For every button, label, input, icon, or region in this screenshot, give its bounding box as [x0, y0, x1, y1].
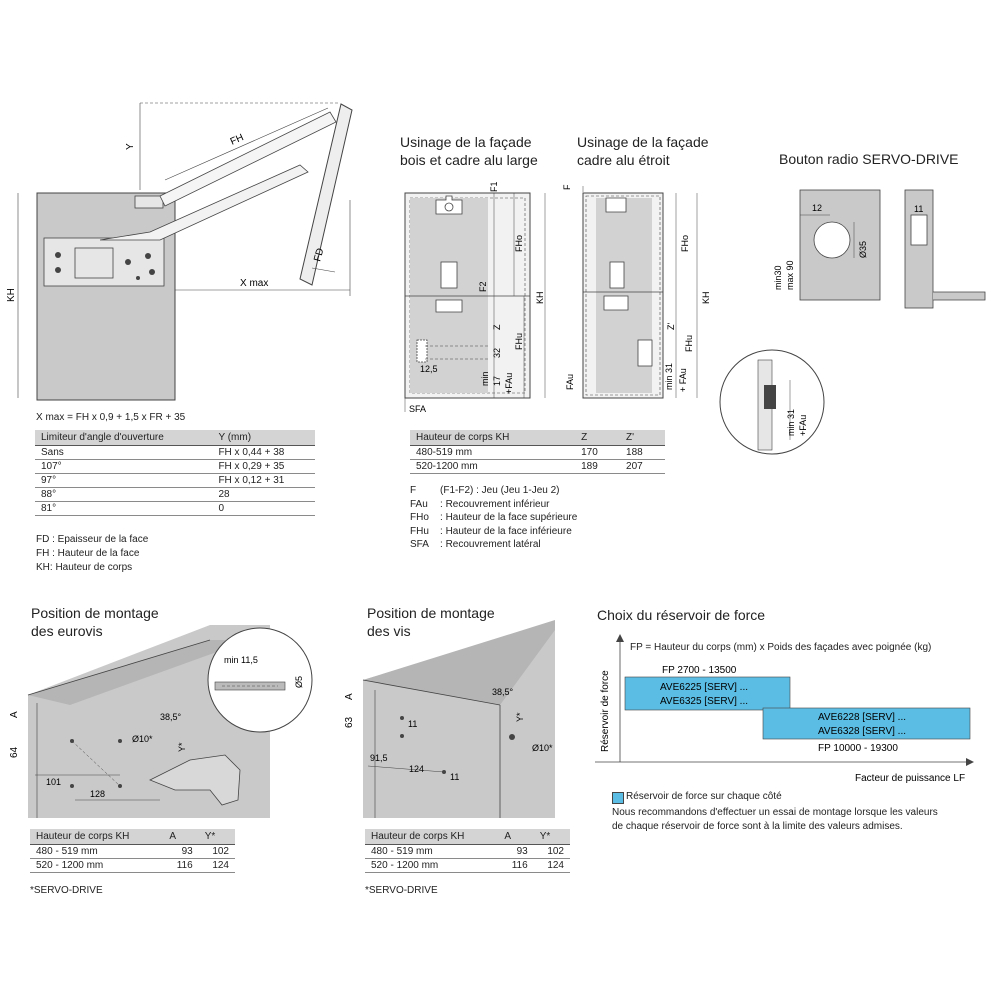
svg-text:AVE6228 [SERV] ...: AVE6228 [SERV] ... — [818, 712, 907, 723]
table-row: 480 - 519 mm 93 102 — [365, 845, 570, 859]
svg-text:FHo: FHo — [514, 234, 524, 252]
svg-text:min 31: min 31 — [664, 362, 674, 390]
label-kh: KH — [6, 288, 17, 302]
eurovis-footnote: *SERVO-DRIVE — [30, 885, 103, 896]
facade-b-drawing — [560, 170, 720, 400]
svg-text:F: F — [562, 184, 572, 190]
svg-text:11: 11 — [914, 204, 924, 214]
svg-text:Ø5: Ø5 — [294, 675, 304, 688]
svg-text:FAu: FAu — [565, 373, 575, 390]
reservoir-title: Choix du réservoir de force — [597, 607, 766, 623]
lift-mechanism-drawing — [0, 90, 370, 410]
svg-text:F1: F1 — [489, 181, 499, 192]
svg-text:101: 101 — [46, 777, 62, 787]
reservoir-chart — [595, 630, 975, 790]
svg-text:12,5: 12,5 — [420, 364, 438, 374]
svg-text:Ø10*: Ø10* — [132, 734, 153, 744]
svg-text:124: 124 — [409, 764, 425, 774]
svg-text:63: 63 — [344, 716, 355, 728]
facade-a-drawing — [395, 170, 555, 420]
reservoir-legend-swatch — [612, 792, 624, 804]
table-row: 107° FH x 0,29 + 35 — [35, 460, 315, 474]
svg-text:min30: min30 — [773, 265, 783, 290]
svg-text:+FAu: +FAu — [504, 372, 514, 394]
label-xmax: X max — [240, 278, 269, 289]
svg-text:11: 11 — [450, 772, 460, 782]
top-left-legend: FD : Epaisseur de la face FH : Hauteur de la face KH: Hauteur de corps — [36, 534, 149, 573]
svg-text:11: 11 — [408, 719, 418, 729]
reservoir-legend: Réservoir de force sur chaque côté — [626, 791, 782, 802]
servo-drive-button-drawing — [760, 180, 990, 320]
svg-text:32: 32 — [492, 347, 502, 358]
vis-drawing — [330, 615, 560, 820]
svg-text:17: 17 — [492, 375, 502, 386]
svg-text:12: 12 — [812, 203, 823, 213]
label-y: Y — [125, 143, 136, 150]
svg-text:AVE6328 [SERV] ...: AVE6328 [SERV] ... — [818, 726, 907, 737]
facade-a-title: Usinage de la façade bois et cadre alu large — [400, 134, 538, 168]
svg-text:+FAu: +FAu — [798, 414, 808, 436]
svg-text:KH: KH — [535, 291, 545, 304]
svg-text:AVE6325 [SERV] ...: AVE6325 [SERV] ... — [660, 696, 749, 707]
svg-text:Z': Z' — [666, 322, 676, 330]
svg-text:A: A — [9, 711, 20, 718]
xmax-formula: X max = FH x 0,9 + 1,5 x FR + 35 — [36, 412, 186, 423]
lift-mechanism — [44, 238, 164, 286]
svg-text:Z: Z — [492, 324, 502, 330]
label-fd: FD — [312, 247, 327, 263]
eurovis-table: Hauteur de corps KH A Y* 480 - 519 mm 93 102 520 - 1200 mm 116 124 — [30, 829, 235, 873]
cabinet-side-panel — [37, 193, 175, 400]
angle-limiter-table: Limiteur d'angle d'ouverture Y (mm) Sans FH x 0,44 + 38 107° FH x 0,29 + 35 97° FH x 0,12 + 31 88° 28 81° 0 — [35, 430, 315, 516]
svg-text:FHu: FHu — [684, 334, 694, 352]
table-row: 480-519 mm 170 188 — [410, 446, 665, 460]
table-row: 88° 28 — [35, 488, 315, 502]
kh-z-table: Hauteur de corps KH Z Z' 480-519 mm 170 188 520-1200 mm 189 207 — [410, 430, 665, 474]
eurovis-title: Position de montage des eurovis — [31, 605, 159, 639]
svg-text:FHo: FHo — [680, 234, 690, 252]
svg-text:KH: KH — [701, 291, 711, 304]
svg-text:max 90: max 90 — [785, 260, 795, 290]
reservoir-note: Nous recommandons d'effectuer un essai de montage lorsque les valeurs de chaque réservoir de force sont à la limite des valeurs admises. — [612, 807, 938, 832]
detail-circle-drawing — [718, 348, 828, 458]
svg-text:Ø35: Ø35 — [858, 240, 868, 258]
bouton-title: Bouton radio SERVO-DRIVE — [779, 151, 959, 167]
svg-text:min 31: min 31 — [786, 408, 796, 436]
svg-text:SFA: SFA — [409, 404, 427, 414]
svg-text:+ FAu: + FAu — [678, 368, 688, 392]
vis-table: Hauteur de corps KH A Y* 480 - 519 mm 93 102 520 - 1200 mm 116 124 — [365, 829, 570, 873]
svg-text:Ø10*: Ø10* — [532, 743, 553, 753]
table-row: 520-1200 mm 189 207 — [410, 460, 665, 474]
reservoir-formula: FP = Hauteur du corps (mm) x Poids des façades avec poignée (kg) — [630, 642, 932, 653]
svg-text:64: 64 — [9, 746, 20, 758]
table-row: Sans FH x 0,44 + 38 — [35, 446, 315, 460]
reservoir-y-label: Réservoir de force — [600, 670, 611, 752]
svg-text:FP 2700 - 13500: FP 2700 - 13500 — [662, 665, 737, 676]
label-fh: FH — [228, 132, 246, 148]
svg-text:AVE6225 [SERV] ...: AVE6225 [SERV] ... — [660, 682, 749, 693]
svg-text:38,5°: 38,5° — [492, 687, 514, 697]
svg-text:128: 128 — [90, 789, 106, 799]
table-row: 520 - 1200 mm 116 124 — [365, 859, 570, 873]
abbreviation-legend: F (F1-F2) : Jeu (Jeu 1-Jeu 2) FAu : Recouvrement inférieur FHo : Hauteur de la face supérieure FHu : Hauteur de la face inférieure SFA : Recouvrement latéral — [410, 485, 578, 550]
table-row: 97° FH x 0,12 + 31 — [35, 474, 315, 488]
svg-text:min: min — [480, 371, 490, 386]
table-row: 480 - 519 mm 93 102 — [30, 845, 235, 859]
eurovis-drawing — [0, 615, 320, 820]
svg-text:FP 10000 - 19300: FP 10000 - 19300 — [818, 743, 898, 754]
svg-text:A: A — [344, 693, 355, 700]
svg-text:FHu: FHu — [514, 332, 524, 350]
table-row: 81° 0 — [35, 502, 315, 516]
reservoir-x-label: Facteur de puissance LF — [855, 773, 966, 784]
facade-b-title: Usinage de la façade cadre alu étroit — [577, 134, 709, 168]
svg-text:F2: F2 — [478, 281, 488, 292]
table-row: 520 - 1200 mm 116 124 — [30, 859, 235, 873]
svg-text:91,5: 91,5 — [370, 753, 388, 763]
vis-footnote: *SERVO-DRIVE — [365, 885, 438, 896]
svg-text:min 11,5: min 11,5 — [224, 655, 258, 665]
svg-text:38,5°: 38,5° — [160, 712, 182, 722]
svg-text:Y*: Y* — [515, 712, 525, 722]
svg-text:Y*: Y* — [177, 742, 187, 752]
vis-title: Position de montage des vis — [367, 605, 495, 639]
